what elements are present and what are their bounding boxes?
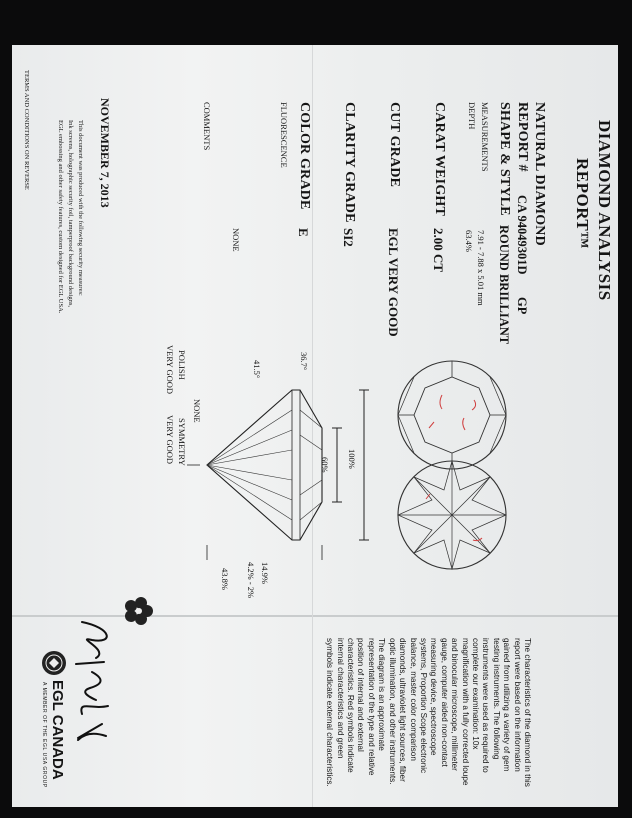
crown-angle: 36.7° bbox=[299, 352, 309, 371]
security-line-2: Ink screens, holographic security foil, tamperproof background designs, bbox=[67, 120, 74, 308]
fluorescence-value: NONE bbox=[231, 228, 241, 252]
egl-seal-icon bbox=[41, 650, 67, 676]
pavilion-view-diagram bbox=[398, 461, 506, 569]
table-pct: 60% bbox=[320, 457, 330, 473]
profile-diagram bbox=[187, 390, 369, 560]
brand-name: EGL CANADA bbox=[49, 680, 66, 780]
proportions-diagram bbox=[42, 330, 512, 570]
terms-note: TERMS AND CONDITIONS ON REVERSE bbox=[23, 70, 30, 190]
shape-value: ROUND BRILLIANT bbox=[497, 225, 511, 345]
carat-label: CARAT WEIGHT bbox=[432, 102, 447, 217]
security-line-3: EGL embossing and other safety features, custom designed for EGL USA. bbox=[57, 120, 64, 314]
natural-diamond-heading: NATURAL DIAMOND bbox=[532, 102, 547, 246]
report-title: DIAMOND ANALYSIS bbox=[595, 120, 614, 301]
report-subtitle: REPORT™ bbox=[573, 158, 592, 249]
culet-value: NONE bbox=[192, 399, 202, 423]
pavilion-depth: 43.8% bbox=[220, 568, 230, 590]
report-number-suffix: GP bbox=[515, 297, 529, 315]
crown-height: 14.9% bbox=[260, 562, 270, 584]
comments-label: COMMENTS bbox=[202, 102, 212, 151]
report-date: NOVEMBER 7, 2013 bbox=[98, 98, 112, 208]
depth-label: DEPTH bbox=[467, 102, 477, 130]
report-number-label: REPORT # bbox=[515, 102, 530, 172]
brand-tagline: A MEMBER OF THE EGL USA GROUP bbox=[41, 682, 47, 788]
depth-value: 63.4% bbox=[464, 230, 474, 252]
total-width-pct: 100% bbox=[347, 449, 357, 469]
cut-value: EGL VERY GOOD bbox=[386, 228, 401, 337]
girdle-thickness: 4.2% - 2% bbox=[246, 562, 256, 599]
signature-image bbox=[62, 614, 122, 764]
clarity-value: SI2 bbox=[341, 228, 356, 247]
cut-label: CUT GRADE bbox=[387, 102, 402, 188]
fluorescence-label: FLUORESCENCE bbox=[279, 102, 289, 168]
color-value: E bbox=[296, 228, 311, 237]
polish-value: VERY GOOD bbox=[165, 345, 175, 395]
measurements-value: 7.91 - 7.88 x 5.01 mm bbox=[476, 230, 486, 306]
security-line-1: This document was produced with the following security measures: bbox=[77, 120, 84, 296]
color-label: COLOR GRADE bbox=[297, 102, 312, 210]
polish-label: POLISH bbox=[177, 350, 187, 380]
clarity-label: CLARITY GRADE bbox=[342, 102, 357, 223]
report-number-value: CA 94049301D bbox=[515, 195, 529, 275]
symmetry-label: SYMMETRY bbox=[177, 418, 187, 466]
description-paragraph: The characteristics of the diamond in this report were based on the information gained from utilizing a variety of gem testing instruments. The following instruments were used as required to complete our examination: 10x magnification with a fully corrected loupe and binocular microscope, millimeter gauge, computer aided non-contact measuring device, spectroscope systems, Proportion Scope electronic balance, master color comparison diamonds, ultraviolet light sources, fiber optic illumination, and other instruments. The diagram is an approximate representation of the type and relative position of internal and external characteristics. Red symbols indicate internal characteristics and green symbols indicate external characteristics. bbox=[325, 638, 532, 787]
pavilion-angle: 41.5° bbox=[252, 360, 262, 379]
crown-view-diagram bbox=[398, 361, 506, 469]
shape-label: SHAPE & STYLE bbox=[497, 102, 512, 216]
measurements-label: MEASUREMENTS bbox=[480, 102, 490, 172]
symmetry-value: VERY GOOD bbox=[165, 415, 175, 465]
carat-value: 2.00 CT bbox=[431, 228, 446, 273]
flower-logo-icon bbox=[124, 596, 154, 626]
